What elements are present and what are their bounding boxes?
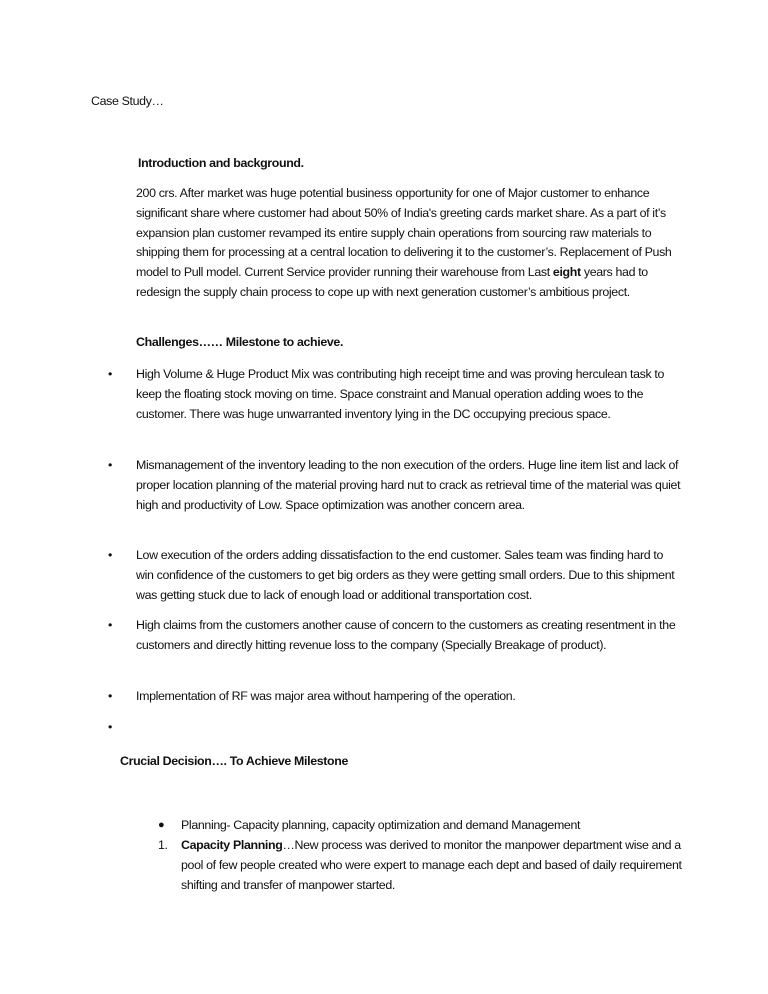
challenge-text: Mismanagement of the inventory leading to the non execution of the orders. Huge line item list and lack of proper location planning of the material proving hard nut to crack as retrieval time of the material was quiet high and productivity of Low. Space optimization was another concern area.: [136, 458, 681, 512]
filled-bullet-icon: ●: [158, 819, 165, 831]
intro-paragraph-bold: eight: [552, 265, 581, 280]
bullet-icon: •: [108, 548, 112, 562]
bullet-icon: •: [108, 720, 112, 734]
capacity-planning-body: …New process was derived to monitor the manpower department wise and a pool of few people created who were expert to manage each dept and based of daily requirement shifting and transfer of manpower started.: [181, 838, 682, 892]
bullet-icon: •: [108, 618, 112, 632]
challenges-heading: Challenges…… Milestone to achieve.: [136, 335, 344, 349]
planning-bullet-text: Planning- Capacity planning, capacity optimization and demand Management: [181, 818, 581, 832]
intro-paragraph: [136, 184, 688, 303]
crucial-decision-heading: Crucial Decision…. To Achieve Milestone: [120, 754, 349, 768]
capacity-planning-label: Capacity Planning: [181, 838, 283, 852]
intro-heading: Introduction and background.: [138, 156, 304, 170]
intro-paragraph-lead: 200 crs. After market was huge potential business opportunity for one of Major customer to enhance significant share where customer had about 50% of India's greeting cards market share. As a part of it’s expansion plan customer revamped its entire supply chain operations from sourcing raw materials to shipping them for processing at a central location to delivering it to the customer’s. Replacement of Push model to Pull model. Current Service provider running their warehouse from Last: [136, 186, 672, 280]
intro-paragraph-tail: years had to redesign the supply chain process to cope up with next generation customer’s ambitious project.: [136, 265, 648, 299]
challenge-text: Implementation of RF was major area without hampering of the operation.: [136, 689, 516, 703]
bullet-icon: •: [108, 367, 112, 381]
challenge-text: High Volume & Huge Product Mix was contributing high receipt time and was proving herculean task to keep the floating stock moving on time. Space constraint and Manual operation adding woes to the customer. There was huge unwarranted inventory lying in the DC occupying precious space.: [136, 367, 665, 421]
item-number: 1.: [158, 838, 168, 852]
challenge-text: High claims from the customers another cause of concern to the customers as creating resentment in the customers and directly hitting revenue loss to the company (Specially Breakage of product).: [136, 618, 676, 652]
numbered-item-text: [181, 836, 686, 895]
case-study-title: Case Study…: [91, 94, 164, 108]
challenge-text: Low execution of the orders adding dissatisfaction to the end customer. Sales team was finding hard to win confidence of the customers to get big orders as they were getting small orders. Due to this shipment was getting stuck due to lack of enough load or additional transportation cost.: [136, 548, 675, 602]
bullet-icon: •: [108, 458, 112, 472]
bullet-icon: •: [108, 689, 112, 703]
